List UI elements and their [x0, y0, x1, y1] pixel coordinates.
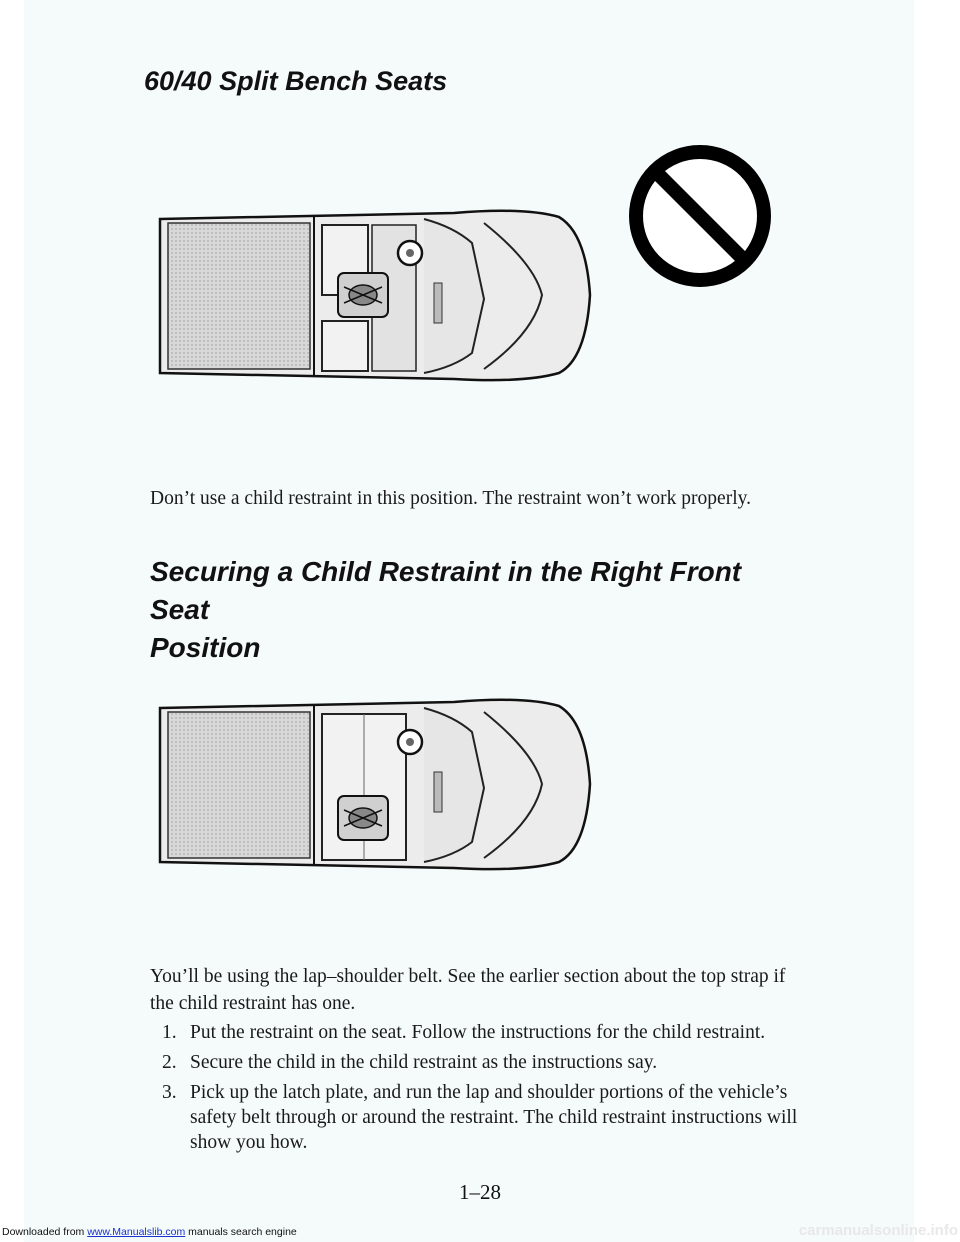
section-heading-securing [150, 553, 790, 667]
list-item [150, 1050, 810, 1075]
step-text: Pick up the latch plate, and run the lap and shoulder portions of the vehicle’s safety belt through or around the restraint. The child restraint instructions will show you how. [190, 1082, 798, 1153]
page-number: 1–28 [459, 1180, 501, 1204]
intro-paragraph: You’ll be using the lap–shoulder belt. See the earlier section about the top strap if the child restraint has one. [150, 966, 786, 1014]
section-heading-split-bench: 60/40 Split Bench Seats [144, 66, 448, 96]
footer-prefix: Downloaded from [2, 1226, 88, 1238]
list-item [150, 1020, 810, 1045]
step-number: 3. [162, 1082, 177, 1103]
step-text: Put the restraint on the seat. Follow the instructions for the child restraint. [190, 1022, 766, 1043]
step-number: 1. [162, 1022, 177, 1043]
manualslib-link[interactable]: www.Manualslib.com [87, 1226, 186, 1238]
list-item [150, 1080, 810, 1155]
footer-suffix: manuals search engine [185, 1226, 297, 1238]
step-number: 2. [162, 1052, 177, 1073]
instruction-steps [150, 1020, 810, 1160]
car-top-view-right-front-seat-illustration [154, 692, 594, 874]
warning-paragraph: Don’t use a child restraint in this position. The restraint won’t work properly. [150, 488, 751, 509]
heading-line-1: Securing a Child Restraint in the Right Front Seat [150, 556, 742, 625]
download-footer [2, 1226, 297, 1238]
step-text: Secure the child in the child restraint as the instructions say. [190, 1052, 658, 1073]
heading-line-2: Position [150, 632, 261, 663]
watermark: carmanualsonline.info [798, 1222, 958, 1239]
no-symbol-icon [620, 136, 780, 296]
car-top-view-center-seat-illustration [154, 203, 594, 385]
